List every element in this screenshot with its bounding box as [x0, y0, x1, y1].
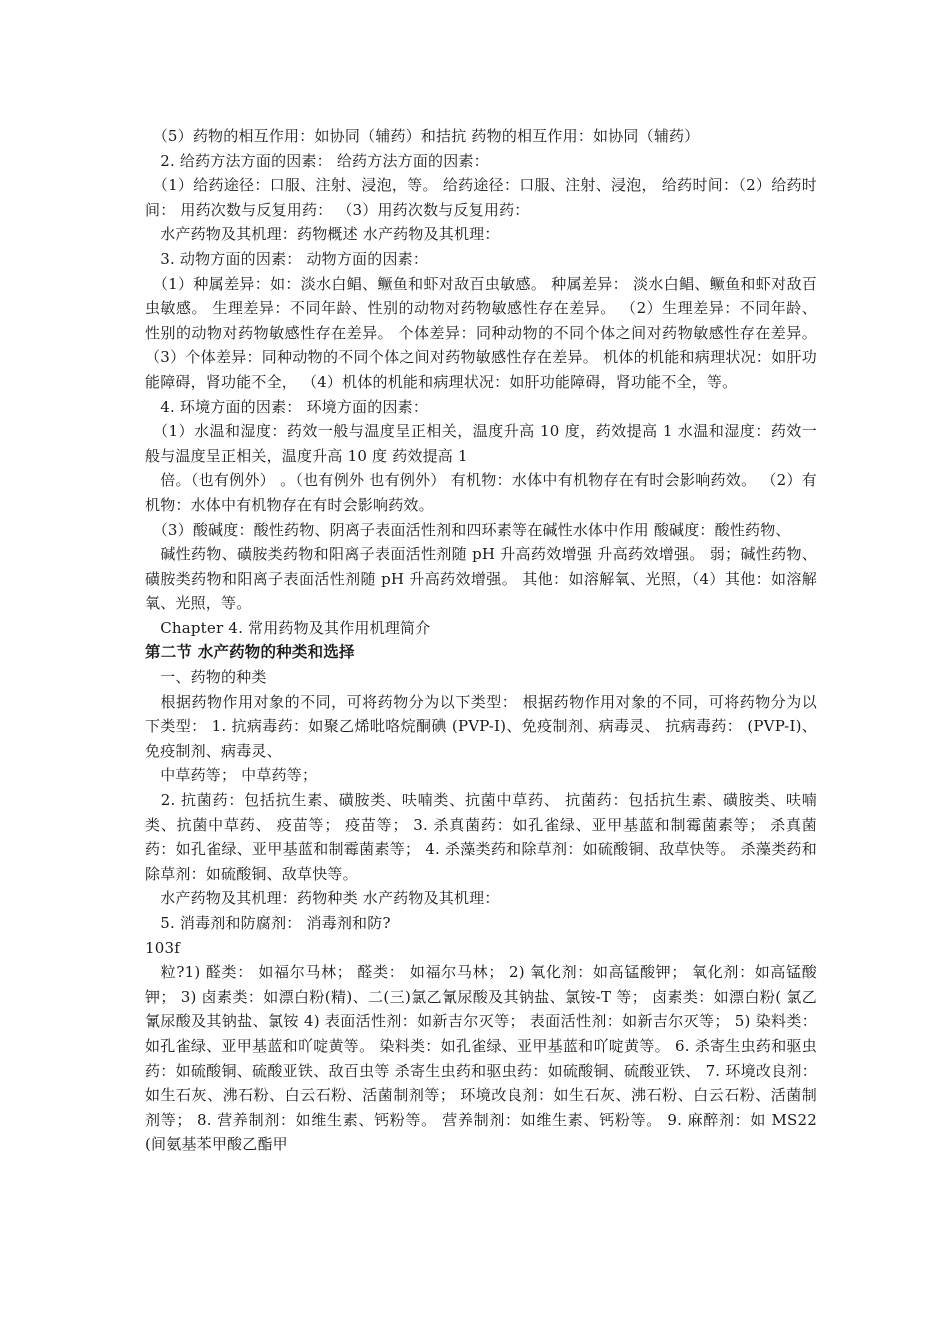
paragraph: 水产药物及其机理：药物概述 水产药物及其机理：: [145, 225, 500, 244]
paragraph: 倍。（也有例外） 。（也有例外 也有例外） 有机物：水体中有机物存在有时会影响药效。 （2）有机物：水体中有机物存在有时会影响药效。: [145, 471, 817, 514]
paragraph: （1）给药途径：口服、注射、浸泡，等。 给药途径：口服、注射、浸泡， 给药时间：（2）给药时间： 用药次数与反复用药： （3）用药次数与反复用药：: [145, 176, 817, 219]
paragraph: 粒?1) 醛类： 如福尔马林； 醛类： 如福尔马林； 2) 氧化剂：如高锰酸钾； 氧化剂：如高锰酸钾； 3) 卤素类：如漂白粉(精)、二(三)氯乙氰尿酸及其钠盐、氯铵-T 等； 卤素类：如漂白粉( 氯乙氰尿酸及其钠盐、氯铵 4) 表面活性剂：如新吉尔灭等； 表面活性剂：如新吉尔灭等； 5) 染料类：如孔雀绿、亚甲基蓝和吖啶黄等。 染料类：如孔雀绿、亚甲基蓝和吖啶黄等。 6. 杀寄生虫药和驱虫药：如硫酸铜、硫酸亚铁、敌百虫等 杀寄生虫药和驱虫药：如硫酸铜、硫酸亚铁、 7. 环境改良剂：如生石灰、沸石粉、白云石粉、活菌制剂等； 环境改良剂：如生石灰、沸石粉、白云石粉、活菌制剂等； 8. 营养制剂：如维生素、钙粉等。 营养制剂：如维生素、钙粉等。 9. 麻醉剂：如 MS22 (间氨基苯甲酸乙酯甲: [145, 963, 817, 1154]
paragraph: 水产药物及其机理：药物种类 水产药物及其机理：: [145, 889, 500, 908]
paragraph: 5. 消毒剂和防腐剂： 消毒剂和防?: [145, 914, 391, 932]
paragraph: Chapter 4. 常用药物及其作用机理简介: [145, 618, 431, 637]
paragraph: 中草药等； 中草药等；: [145, 766, 318, 785]
document-body: [145, 124, 817, 1157]
page-code: 103f: [145, 938, 180, 957]
paragraph: 4. 环境方面的因素： 环境方面的因素：: [145, 397, 429, 416]
paragraph: 一、药物的种类: [145, 668, 267, 687]
paragraph: 2. 抗菌药：包括抗生素、磺胺类、呋喃类、抗菌中草药、 抗菌药：包括抗生素、磺胺类、呋喃类、抗菌中草药、 疫苗等； 疫苗等； 3. 杀真菌药：如孔雀绿、亚甲基蓝和制霉菌素等； 杀真菌药：如孔雀绿、亚甲基蓝和制霉菌素等； 4. 杀藻类药和除草剂：如硫酸铜、敌草快等。 杀藻类药和除草剂：如硫酸铜、敌草快等。: [145, 791, 817, 883]
section-heading: 第二节 水产药物的种类和选择: [145, 642, 355, 662]
paragraph: 根据药物作用对象的不同，可将药物分为以下类型： 根据药物作用对象的不同，可将药物分为以下类型： 1. 抗病毒药：如聚乙烯吡咯烷酮碘 (PVP-I)、免疫制剂、病毒灵、 抗病毒药： (PVP-I)、免疫制剂、病毒灵、: [145, 692, 817, 760]
paragraph: （1）种属差异：如：淡水白鲳、鳜鱼和虾对敌百虫敏感。 种属差异： 淡水白鲳、鳜鱼和虾对敌百虫敏感。 生理差异：不同年龄、性别的动物对药物敏感性存在差异。 （2）生理差异：不同年龄、性别的动物对药物敏感性存在差异。 个体差异：同种动物的不同个体之间对药物敏感性存在差异。 （3）个体差异：同种动物的不同个体之间对药物敏感性存在差异。 机体的机能和病理状况：如肝功能障碍，肾功能不全， （4）机体的机能和病理状况：如肝功能障碍，肾功能不全，等。: [145, 274, 817, 391]
paragraph: （5）药物的相互作用：如协同（辅药）和拮抗 药物的相互作用：如协同（辅药）: [145, 127, 700, 145]
paragraph: 碱性药物、磺胺类药物和阳离子表面活性剂随 pH 升高药效增强 升高药效增强。 弱；碱性药物、磺胺类药物和阳离子表面活性剂随 pH 升高药效增强。 其他：如溶解氧、光照，（4）其他：如溶解氧、光照，等。: [145, 545, 817, 613]
paragraph: 3. 动物方面的因素： 动物方面的因素：: [145, 249, 429, 268]
paragraph: （3）酸碱度：酸性药物、阴离子表面活性剂和四环素等在碱性水体中作用 酸碱度：酸性药物、: [145, 520, 791, 539]
paragraph: 2. 给药方法方面的因素： 给药方法方面的因素：: [145, 151, 489, 170]
paragraph: （1）水温和湿度：药效一般与温度呈正相关，温度升高 10 度，药效提高 1 水温和湿度：药效一般与温度呈正相关，温度升高 10 度 药效提高 1: [145, 422, 817, 465]
